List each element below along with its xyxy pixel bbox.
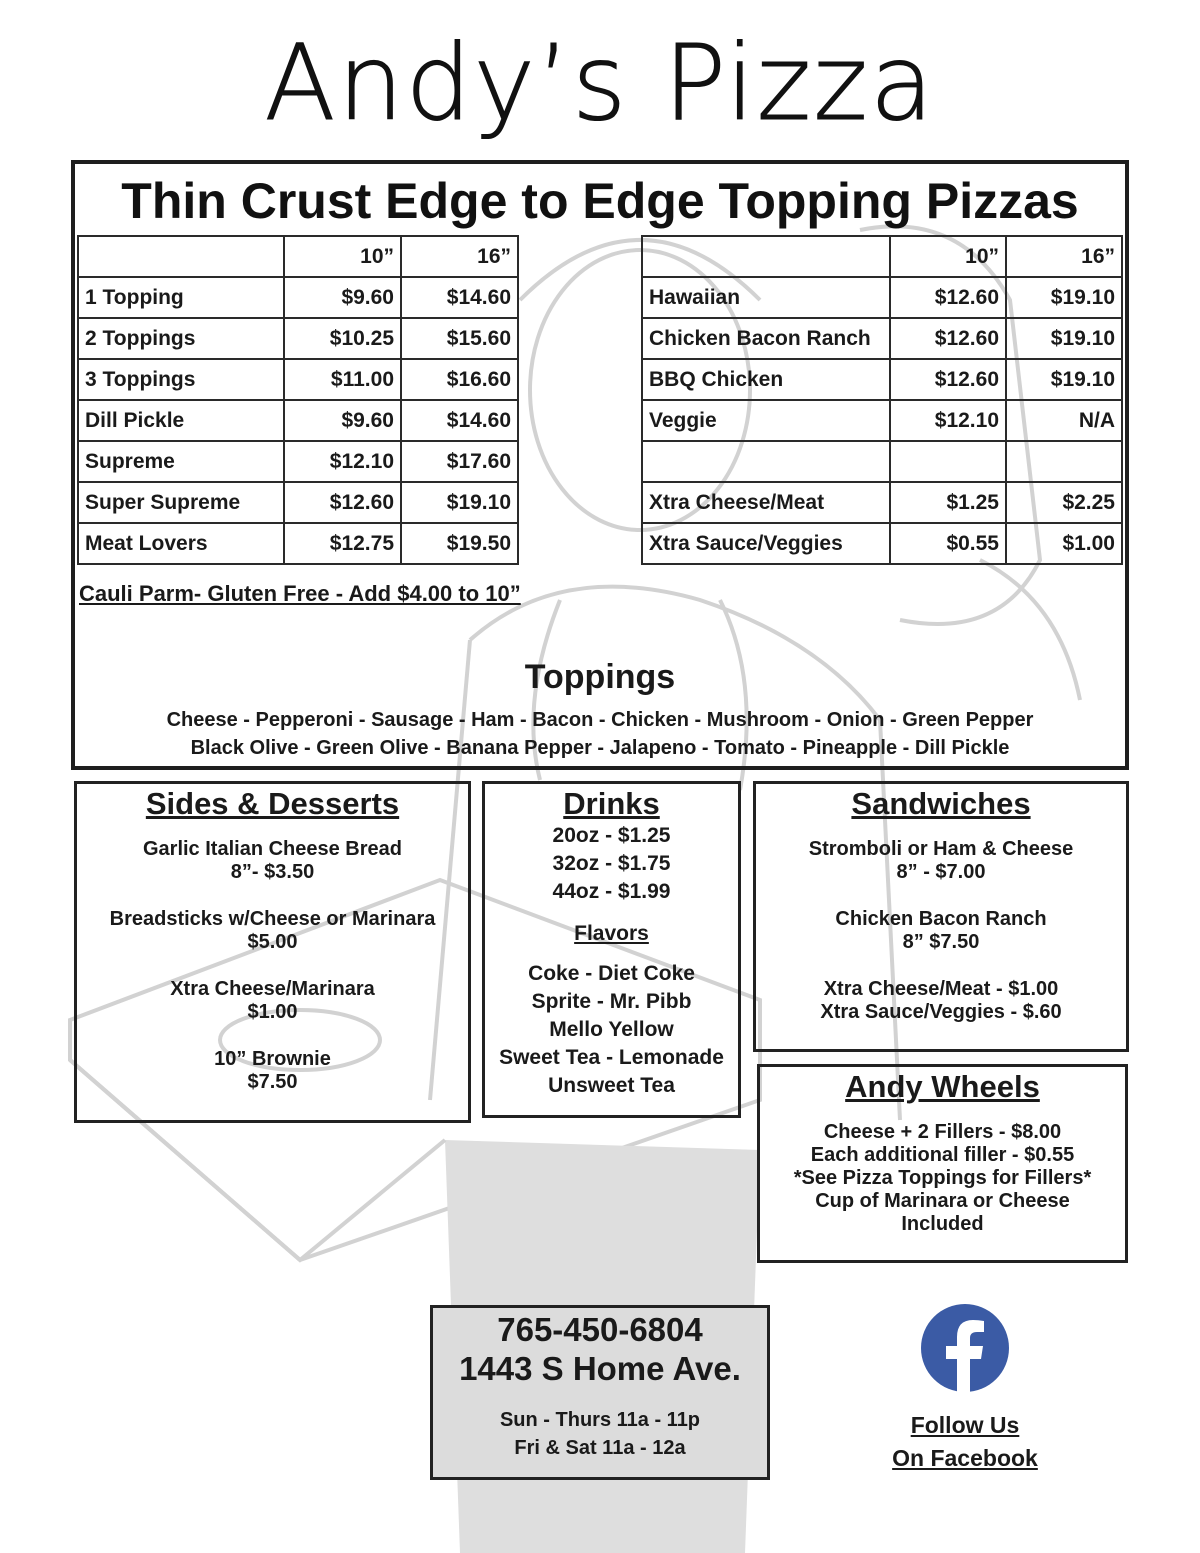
table-row <box>642 400 1122 441</box>
price-16in: $14.60 <box>401 277 518 318</box>
price-16in: $15.60 <box>401 318 518 359</box>
pizza-name: Supreme <box>78 441 284 482</box>
pizza-section-title: Thin Crust Edge to Edge Topping Pizzas <box>121 173 1079 229</box>
menu-item-name: Chicken Bacon Ranch <box>835 908 1047 930</box>
wheels-line: Cup of Marinara or Cheese <box>815 1190 1070 1212</box>
price-16in: $17.60 <box>401 441 518 482</box>
section-heading: Sides & Desserts <box>145 786 400 821</box>
price-10in: $0.55 <box>890 523 1006 564</box>
drink-flavor: Coke - Diet Coke <box>528 962 695 985</box>
pizza-name: Chicken Bacon Ranch <box>642 318 890 359</box>
price-10in: $12.75 <box>284 523 401 564</box>
pizza-name: Dill Pickle <box>78 400 284 441</box>
price-16in: $1.00 <box>1006 523 1122 564</box>
pizza-name: Xtra Sauce/Veggies <box>642 523 890 564</box>
sandwiches-section <box>753 781 1129 1052</box>
price-16in: $19.10 <box>1006 359 1122 400</box>
price-10in: $12.60 <box>890 277 1006 318</box>
price-16in <box>1006 441 1122 482</box>
section-heading: Drinks <box>563 786 660 821</box>
menu-item-price: $1.00 <box>247 1001 298 1023</box>
price-10in: $11.00 <box>284 359 401 400</box>
sides-desserts-section <box>74 781 471 1123</box>
pizza-price-table-left <box>77 235 519 565</box>
restaurant-logo: Andy’s Pizza <box>264 22 936 144</box>
pizza-name: 2 Toppings <box>78 318 284 359</box>
menu-extra: Xtra Sauce/Veggies - $.60 <box>820 1001 1062 1023</box>
table-header-row <box>78 236 518 277</box>
toppings-heading: Toppings <box>524 658 676 696</box>
menu-item-price: $5.00 <box>247 931 298 953</box>
menu-item-name: Garlic Italian Cheese Bread <box>142 838 402 860</box>
pizza-name: Meat Lovers <box>78 523 284 564</box>
price-16in: $2.25 <box>1006 482 1122 523</box>
table-header-cell: 10” <box>890 236 1006 277</box>
price-10in: $1.25 <box>890 482 1006 523</box>
table-header-cell: 16” <box>401 236 518 277</box>
menu-item-price: 8”- $3.50 <box>230 861 315 883</box>
on-facebook-label[interactable]: On Facebook <box>892 1445 1038 1471</box>
table-row <box>642 318 1122 359</box>
price-16in: $19.10 <box>1006 277 1122 318</box>
andy-wheels-section <box>757 1064 1128 1263</box>
table-row <box>78 318 518 359</box>
table-header-row <box>642 236 1122 277</box>
drink-flavor: Sweet Tea - Lemonade <box>499 1046 724 1069</box>
menu-item-name: Stromboli or Ham & Cheese <box>808 838 1074 860</box>
price-10in: $12.10 <box>890 400 1006 441</box>
menu-item-price: $7.50 <box>247 1071 298 1093</box>
street-address: 1443 S Home Ave. <box>459 1350 741 1387</box>
pizza-name: Xtra Cheese/Meat <box>642 482 890 523</box>
table-row <box>78 482 518 523</box>
section-heading: Sandwiches <box>851 786 1031 821</box>
pizza-name: 1 Topping <box>78 277 284 318</box>
price-10in <box>890 441 1006 482</box>
price-10in: $10.25 <box>284 318 401 359</box>
table-header-cell: 16” <box>1006 236 1122 277</box>
pizza-name: 3 Toppings <box>78 359 284 400</box>
table-row <box>642 359 1122 400</box>
table-row <box>78 523 518 564</box>
facebook-link[interactable] <box>880 1303 1050 1475</box>
price-10in: $12.10 <box>284 441 401 482</box>
business-hours: Fri & Sat 11a - 12a <box>514 1437 686 1459</box>
facebook-icon[interactable] <box>920 1303 1010 1393</box>
price-16in: $14.60 <box>401 400 518 441</box>
menu-item-name: 10” Brownie <box>214 1048 331 1070</box>
menu-item-name: Breadsticks w/Cheese or Marinara <box>109 908 436 930</box>
wheels-line: Each additional filler - $0.55 <box>810 1144 1075 1166</box>
drink-size: 32oz - $1.75 <box>552 852 671 875</box>
drink-flavor: Sprite - Mr. Pibb <box>531 990 692 1013</box>
contact-info-box <box>430 1305 770 1480</box>
gluten-free-note: Cauli Parm- Gluten Free - Add $4.00 to 10” <box>79 581 521 606</box>
phone-number: 765-450-6804 <box>497 1311 703 1348</box>
table-row <box>642 523 1122 564</box>
price-16in: $19.10 <box>1006 318 1122 359</box>
price-10in: $12.60 <box>890 318 1006 359</box>
pizza-price-table-right <box>641 235 1123 565</box>
toppings-list-line: Black Olive - Green Olive - Banana Pepper - Jalapeno - Tomato - Pineapple - Dill Pickle <box>190 737 1010 759</box>
follow-us-label[interactable]: Follow Us <box>910 1412 1020 1438</box>
price-16in: $19.50 <box>401 523 518 564</box>
wheels-line: Included <box>901 1213 984 1235</box>
business-hours: Sun - Thurs 11a - 11p <box>499 1409 701 1431</box>
table-header-cell <box>78 236 284 277</box>
section-heading: Andy Wheels <box>845 1069 1040 1104</box>
price-16in: N/A <box>1006 400 1122 441</box>
price-10in: $12.60 <box>890 359 1006 400</box>
pizza-name: Veggie <box>642 400 890 441</box>
menu-item-price: 8” $7.50 <box>902 931 980 953</box>
pizza-name <box>642 441 890 482</box>
drinks-section <box>482 781 741 1118</box>
drink-size: 20oz - $1.25 <box>552 824 671 847</box>
pizza-name: BBQ Chicken <box>642 359 890 400</box>
menu-extra: Xtra Cheese/Meat - $1.00 <box>823 978 1059 1000</box>
table-row <box>78 277 518 318</box>
drink-flavor: Unsweet Tea <box>548 1074 675 1097</box>
price-10in: $9.60 <box>284 277 401 318</box>
table-header-cell <box>642 236 890 277</box>
price-16in: $19.10 <box>401 482 518 523</box>
toppings-list-line: Cheese - Pepperoni - Sausage - Ham - Bacon - Chicken - Mushroom - Onion - Green Pepper <box>166 709 1034 731</box>
pizza-name: Super Supreme <box>78 482 284 523</box>
table-row <box>78 400 518 441</box>
price-10in: $12.60 <box>284 482 401 523</box>
menu-item-name: Xtra Cheese/Marinara <box>170 978 375 1000</box>
price-16in: $16.60 <box>401 359 518 400</box>
flavors-heading: Flavors <box>574 922 649 945</box>
table-row <box>642 441 1122 482</box>
pizza-menu-section <box>71 160 1129 770</box>
drink-flavor: Mello Yellow <box>549 1018 674 1041</box>
table-row <box>78 441 518 482</box>
table-row <box>642 482 1122 523</box>
drink-size: 44oz - $1.99 <box>552 880 671 903</box>
table-row <box>642 277 1122 318</box>
price-10in: $9.60 <box>284 400 401 441</box>
table-header-cell: 10” <box>284 236 401 277</box>
table-row <box>78 359 518 400</box>
pizza-name: Hawaiian <box>642 277 890 318</box>
menu-item-price: 8” - $7.00 <box>896 861 986 883</box>
wheels-line: Cheese + 2 Fillers - $8.00 <box>823 1121 1062 1143</box>
wheels-line: *See Pizza Toppings for Fillers* <box>793 1167 1092 1189</box>
